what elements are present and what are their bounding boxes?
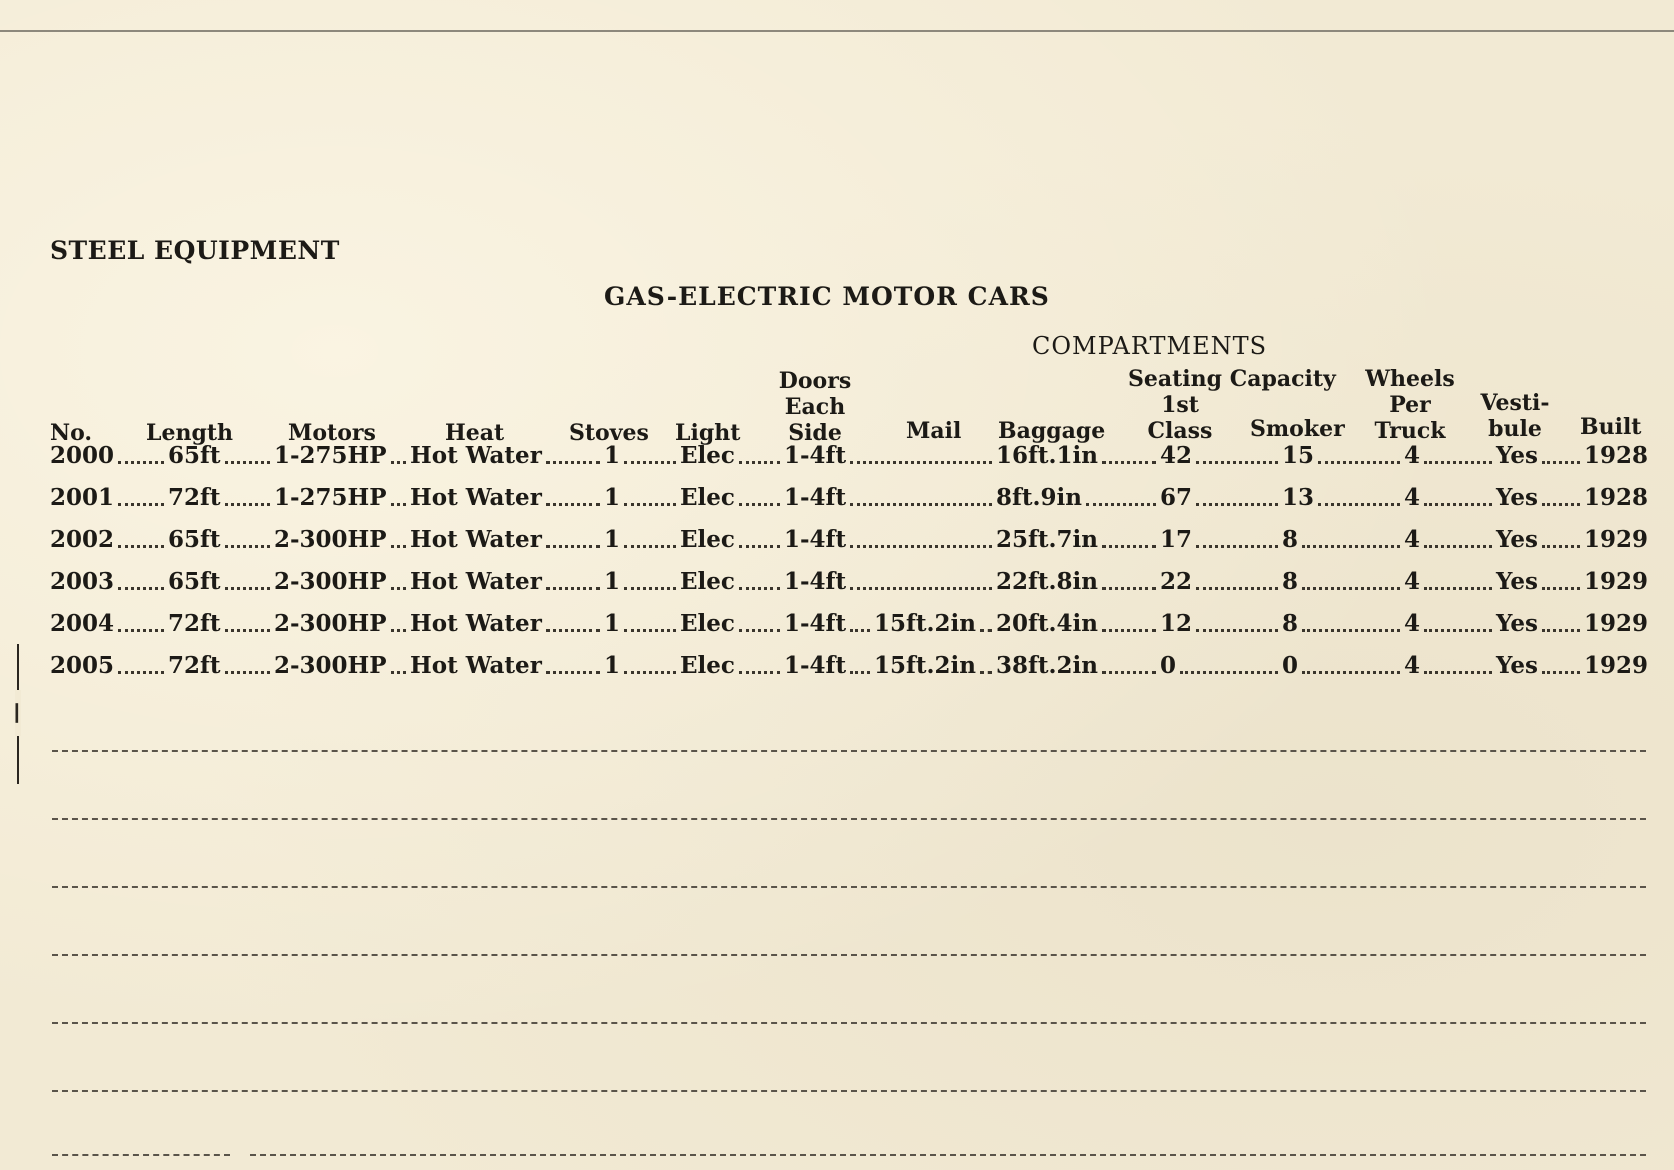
page-fold-line (0, 30, 1674, 32)
cell-first-class: 0 (1160, 652, 1177, 679)
dot-leader (1196, 587, 1278, 590)
header-wheels-line-2: Per (1389, 392, 1431, 418)
cell-baggage: 22ft.8in (996, 568, 1098, 595)
header-doors-line-3: Side (788, 420, 842, 446)
dot-leader (391, 587, 406, 590)
cell-baggage: 25ft.7in (996, 526, 1098, 553)
cell-heat: Hot Water (410, 442, 542, 469)
header-wheels-line-1: Wheels (1365, 366, 1455, 392)
dot-leader (225, 671, 270, 674)
cell-vestibule: Yes (1496, 526, 1539, 553)
cell-built: 1928 (1584, 442, 1649, 469)
cell-smoker: 13 (1282, 484, 1315, 511)
cell-light: Elec (680, 484, 735, 511)
cell-wheels: 4 (1404, 652, 1421, 679)
header-mail: Mail (906, 418, 962, 444)
header-first-class-line-2: Class (1147, 418, 1213, 444)
header-first-class (1140, 392, 1220, 444)
dot-leader (391, 671, 406, 674)
header-length: Length (146, 420, 234, 446)
dot-leader (850, 629, 870, 632)
dot-leader (1542, 503, 1580, 506)
cell-first-class: 12 (1160, 610, 1193, 637)
header-built: Built (1580, 414, 1642, 440)
header-light: Light (675, 420, 741, 446)
cell-smoker: 8 (1282, 526, 1299, 553)
dot-leader (739, 587, 780, 590)
cell-doors: 1-4ft (784, 568, 847, 595)
header-smoker: Smoker (1250, 416, 1345, 442)
header-doors-line-2: Each (784, 394, 846, 420)
header-seating-capacity: Seating Capacity (1128, 366, 1336, 392)
header-motors: Motors (288, 420, 376, 446)
dot-leader (739, 503, 780, 506)
cell-no: 2003 (50, 568, 115, 595)
dot-leader (118, 461, 164, 464)
dot-leader (850, 503, 992, 506)
cell-smoker: 15 (1282, 442, 1315, 469)
dot-leader (225, 461, 270, 464)
cell-wheels: 4 (1404, 484, 1421, 511)
cell-first-class: 17 (1160, 526, 1193, 553)
cell-stoves: 1 (604, 652, 621, 679)
dot-leader (1542, 461, 1580, 464)
cell-heat: Hot Water (410, 484, 542, 511)
dot-leader (118, 671, 164, 674)
cell-heat: Hot Water (410, 610, 542, 637)
dot-leader (1318, 503, 1400, 506)
dot-leader (1102, 587, 1156, 590)
dot-leader (624, 587, 676, 590)
dot-leader (1542, 671, 1580, 674)
cell-built: 1929 (1584, 568, 1649, 595)
dot-leader (1542, 629, 1580, 632)
dot-leader (391, 629, 406, 632)
cell-motors: 2-300HP (274, 652, 387, 679)
cell-doors: 1-4ft (784, 442, 847, 469)
cell-stoves: 1 (604, 442, 621, 469)
dot-leader (624, 503, 676, 506)
blank-entry-line (250, 1154, 1646, 1156)
dot-leader (1180, 671, 1278, 674)
cell-no: 2000 (50, 442, 115, 469)
cell-no: 2001 (50, 484, 115, 511)
cell-doors: 1-4ft (784, 610, 847, 637)
cell-built: 1929 (1584, 526, 1649, 553)
blank-entry-line (52, 818, 1646, 820)
dot-leader (118, 587, 164, 590)
cell-vestibule: Yes (1496, 568, 1539, 595)
dot-leader (1424, 503, 1492, 506)
cell-stoves: 1 (604, 526, 621, 553)
cell-motors: 2-300HP (274, 526, 387, 553)
dot-leader (1318, 461, 1400, 464)
dot-leader (1424, 629, 1492, 632)
dot-leader (1424, 587, 1492, 590)
dot-leader (118, 545, 164, 548)
page-number: — (5, 702, 31, 724)
dot-leader (850, 545, 992, 548)
dot-leader (624, 629, 676, 632)
cell-built: 1929 (1584, 652, 1649, 679)
cell-doors: 1-4ft (784, 652, 847, 679)
cell-smoker: 8 (1282, 610, 1299, 637)
cell-light: Elec (680, 568, 735, 595)
cell-first-class: 42 (1160, 442, 1193, 469)
blank-entry-line (52, 750, 1646, 752)
cell-wheels: 4 (1404, 568, 1421, 595)
cell-baggage: 16ft.1in (996, 442, 1098, 469)
blank-entry-line (52, 1022, 1646, 1024)
dot-leader (850, 671, 870, 674)
cell-vestibule: Yes (1496, 442, 1539, 469)
cell-baggage: 8ft.9in (996, 484, 1082, 511)
dot-leader (1196, 461, 1278, 464)
dot-leader (739, 629, 780, 632)
table-title: GAS-ELECTRIC MOTOR CARS (604, 282, 1050, 311)
dot-leader (225, 587, 270, 590)
dot-leader (980, 671, 992, 674)
cell-mail: 15ft.2in (874, 610, 976, 637)
dot-leader (391, 503, 406, 506)
dot-leader (1196, 545, 1278, 548)
cell-wheels: 4 (1404, 442, 1421, 469)
cell-no: 2002 (50, 526, 115, 553)
cell-doors: 1-4ft (784, 526, 847, 553)
dot-leader (546, 671, 600, 674)
cell-first-class: 22 (1160, 568, 1193, 595)
cell-no: 2005 (50, 652, 115, 679)
dot-leader (1196, 629, 1278, 632)
dot-leader (225, 629, 270, 632)
header-wheels-line-3: Truck (1374, 418, 1446, 444)
header-vestibule (1470, 390, 1560, 442)
cell-first-class: 67 (1160, 484, 1193, 511)
dot-leader (546, 587, 600, 590)
cell-baggage: 20ft.4in (996, 610, 1098, 637)
dot-leader (739, 461, 780, 464)
cell-light: Elec (680, 652, 735, 679)
cell-vestibule: Yes (1496, 484, 1539, 511)
dot-leader (118, 503, 164, 506)
dot-leader (1424, 671, 1492, 674)
cell-length: 65ft (168, 568, 221, 595)
cell-length: 65ft (168, 442, 221, 469)
cell-light: Elec (680, 442, 735, 469)
cell-wheels: 4 (1404, 610, 1421, 637)
dot-leader (225, 503, 270, 506)
cell-no: 2004 (50, 610, 115, 637)
cell-smoker: 0 (1282, 652, 1299, 679)
header-stoves: Stoves (569, 420, 649, 446)
dot-leader (739, 545, 780, 548)
dot-leader (1302, 629, 1400, 632)
cell-stoves: 1 (604, 610, 621, 637)
dot-leader (624, 461, 676, 464)
header-baggage: Baggage (998, 418, 1106, 444)
dot-leader (546, 629, 600, 632)
cell-heat: Hot Water (410, 652, 542, 679)
cell-light: Elec (680, 610, 735, 637)
section-title: STEEL EQUIPMENT (50, 236, 340, 265)
dot-leader (980, 629, 992, 632)
dot-leader (391, 545, 406, 548)
cell-doors: 1-4ft (784, 484, 847, 511)
dot-leader (1542, 587, 1580, 590)
dot-leader (739, 671, 780, 674)
blank-entry-line (52, 1154, 230, 1156)
cell-built: 1929 (1584, 610, 1649, 637)
dot-leader (1102, 461, 1156, 464)
cell-light: Elec (680, 526, 735, 553)
dot-leader (624, 671, 676, 674)
cell-smoker: 8 (1282, 568, 1299, 595)
blank-entry-line (52, 1090, 1646, 1092)
cell-length: 72ft (168, 610, 221, 637)
dot-leader (546, 461, 600, 464)
header-vestibule-line-1: Vesti- (1480, 390, 1550, 416)
blank-entry-line (52, 886, 1646, 888)
header-no: No. (50, 420, 93, 446)
header-vestibule-line-2: bule (1488, 416, 1542, 442)
dot-leader (1102, 629, 1156, 632)
compartments-title: COMPARTMENTS (1032, 332, 1268, 360)
cell-heat: Hot Water (410, 568, 542, 595)
cell-baggage: 38ft.2in (996, 652, 1098, 679)
dot-leader (225, 545, 270, 548)
cell-motors: 2-300HP (274, 610, 387, 637)
dot-leader (1302, 587, 1400, 590)
dot-leader (546, 545, 600, 548)
dot-leader (1424, 545, 1492, 548)
blank-entry-line (52, 954, 1646, 956)
cell-built: 1928 (1584, 484, 1649, 511)
dot-leader (1102, 671, 1156, 674)
dot-leader (850, 461, 992, 464)
cell-length: 72ft (168, 484, 221, 511)
cell-heat: Hot Water (410, 526, 542, 553)
cell-length: 65ft (168, 526, 221, 553)
header-doors-line-1: Doors (778, 368, 852, 394)
cell-vestibule: Yes (1496, 610, 1539, 637)
header-heat: Heat (445, 420, 505, 446)
cell-mail: 15ft.2in (874, 652, 976, 679)
dot-leader (1196, 503, 1278, 506)
header-first-class-line-1: 1st (1161, 392, 1199, 418)
header-doors (776, 368, 854, 446)
dot-leader (1302, 545, 1400, 548)
dot-leader (118, 629, 164, 632)
dot-leader (624, 545, 676, 548)
cell-motors: 1-275HP (274, 484, 387, 511)
cell-vestibule: Yes (1496, 652, 1539, 679)
dot-leader (1302, 671, 1400, 674)
dot-leader (850, 587, 992, 590)
dot-leader (391, 461, 406, 464)
cell-stoves: 1 (604, 568, 621, 595)
cell-wheels: 4 (1404, 526, 1421, 553)
cell-length: 72ft (168, 652, 221, 679)
dot-leader (1542, 545, 1580, 548)
cell-motors: 2-300HP (274, 568, 387, 595)
cell-motors: 1-275HP (274, 442, 387, 469)
cell-stoves: 1 (604, 484, 621, 511)
dot-leader (1086, 503, 1156, 506)
dot-leader (1424, 461, 1492, 464)
header-wheels (1362, 366, 1458, 444)
dot-leader (1102, 545, 1156, 548)
dot-leader (546, 503, 600, 506)
